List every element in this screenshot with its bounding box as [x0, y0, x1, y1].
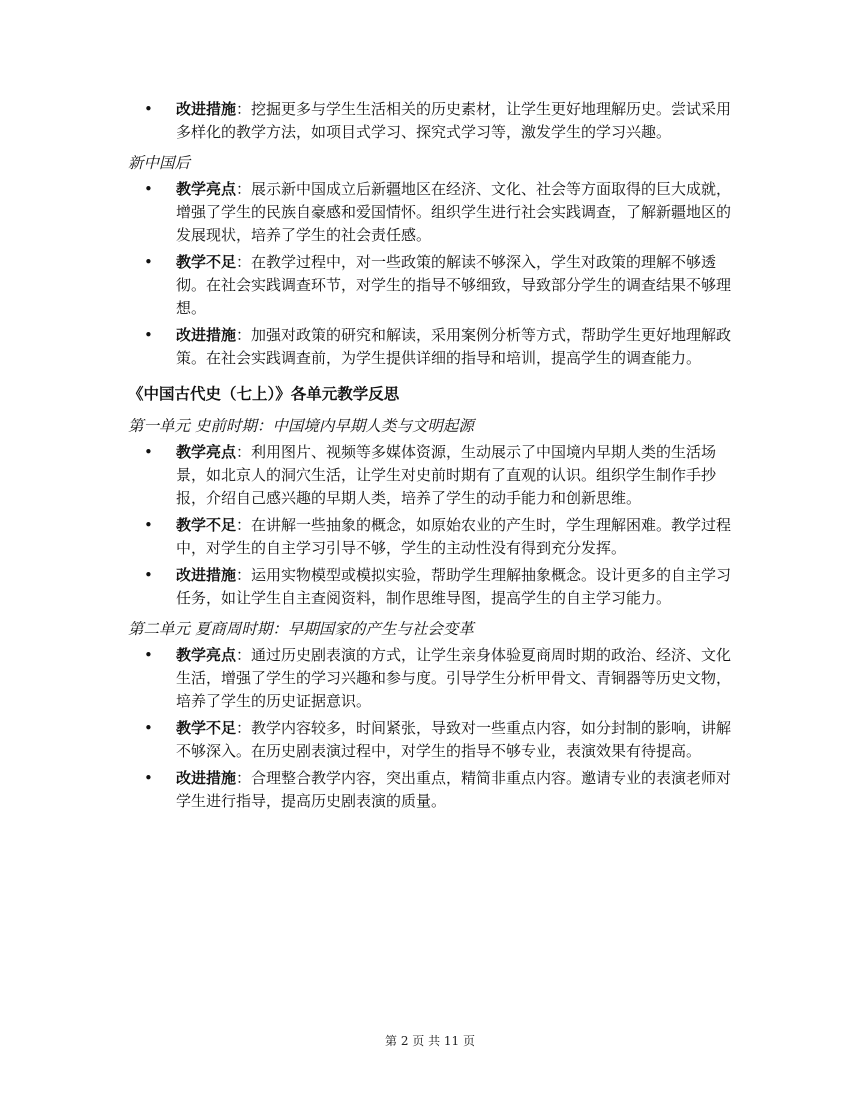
- bullet-icon: •: [144, 566, 153, 584]
- item-text: ：挖掘更多与学生生活相关的历史素材，让学生更好地理解历史。尝试采用多样化的教学方法，如项目式学习、探究式学习等，激发学生的学习兴趣。: [176, 100, 732, 141]
- item-text: ：教学内容较多，时间紧张，导致对一些重点内容，如分封制的影响，讲解不够深入。在历史剧表演过程中，对学生的指导不够专业，表演效果有待提高。: [176, 719, 732, 760]
- bullet-icon: •: [144, 326, 153, 344]
- list-item: [128, 251, 738, 320]
- item-label: 改进措施: [176, 326, 237, 344]
- item-text: ：合理整合教学内容，突出重点，精简非重点内容。邀请专业的表演老师对学生进行指导，提高历史剧表演的质量。: [176, 769, 732, 810]
- item-label: 教学亮点: [176, 443, 237, 461]
- bullet-icon: •: [144, 516, 153, 534]
- section-title-unit2: 第二单元 夏商周时期：早期国家的产生与社会变革: [128, 620, 474, 638]
- item-text: ：在讲解一些抽象的概念，如原始农业的产生时，学生理解困难。教学过程中，对学生的自主学习引导不够，学生的主动性没有得到充分发挥。: [176, 516, 732, 557]
- unit1-list: [128, 441, 738, 610]
- list-item: [128, 564, 738, 610]
- list-item: [128, 514, 738, 560]
- bullet-icon: •: [144, 769, 153, 787]
- newchina-list: [128, 178, 738, 370]
- section-title-unit1: 第一单元 史前时期：中国境内早期人类与文明起源: [128, 417, 474, 435]
- list-item: [128, 767, 738, 813]
- item-text: ：在教学过程中，对一些政策的解读不够深入，学生对政策的理解不够透彻。在社会实践调查环节，对学生的指导不够细致，导致部分学生的调查结果不够理想。: [176, 253, 732, 317]
- item-label: 改进措施: [176, 769, 237, 787]
- list-item: [128, 441, 738, 510]
- bullet-icon: •: [144, 253, 153, 271]
- list-item: [128, 98, 738, 144]
- list-item: [128, 324, 738, 370]
- item-text: ：通过历史剧表演的方式，让学生亲身体验夏商周时期的政治、经济、文化生活，增强了学生的学习兴趣和参与度。引导学生分析甲骨文、青铜器等历史文物，培养了学生的历史证据意识。: [176, 646, 732, 710]
- list-item: [128, 178, 738, 247]
- unit2-list: [128, 644, 738, 813]
- page-content: [128, 98, 738, 817]
- section-title-newchina: 新中国后: [128, 154, 191, 172]
- item-label: 教学不足: [176, 516, 237, 534]
- item-label: 改进措施: [176, 100, 237, 118]
- item-label: 教学亮点: [176, 180, 237, 198]
- item-text: ：利用图片、视频等多媒体资源，生动展示了中国境内早期人类的生活场景，如北京人的洞穴生活，让学生对史前时期有了直观的认识。组织学生制作手抄报，介绍自己感兴趣的早期人类，培养了学生的动手能力和创新思维。: [176, 443, 717, 507]
- bullet-icon: •: [144, 180, 153, 198]
- list-item: [128, 717, 738, 763]
- main-heading: 《中国古代史（七上）》各单元教学反思: [128, 384, 400, 403]
- bullet-icon: •: [144, 646, 153, 664]
- list-item: [128, 644, 738, 713]
- item-text: ：运用实物模型或模拟实验，帮助学生理解抽象概念。设计更多的自主学习任务，如让学生自主查阅资料，制作思维导图，提高学生的自主学习能力。: [176, 566, 732, 607]
- bullet-icon: •: [144, 443, 153, 461]
- item-label: 教学不足: [176, 719, 237, 737]
- item-label: 教学亮点: [176, 646, 237, 664]
- intro-list: [128, 98, 738, 144]
- item-text: ：加强对政策的研究和解读，采用案例分析等方式，帮助学生更好地理解政策。在社会实践调查前，为学生提供详细的指导和培训，提高学生的调查能力。: [176, 326, 732, 367]
- page-number-footer: 第 2 页 共 11 页: [385, 1034, 475, 1048]
- item-text: ：展示新中国成立后新疆地区在经济、文化、社会等方面取得的巨大成就，增强了学生的民族自豪感和爱国情怀。组织学生进行社会实践调查，了解新疆地区的发展现状，培养了学生的社会责任感。: [176, 180, 732, 244]
- item-label: 改进措施: [176, 566, 237, 584]
- bullet-icon: •: [144, 719, 153, 737]
- item-label: 教学不足: [176, 253, 237, 271]
- bullet-icon: •: [144, 100, 153, 118]
